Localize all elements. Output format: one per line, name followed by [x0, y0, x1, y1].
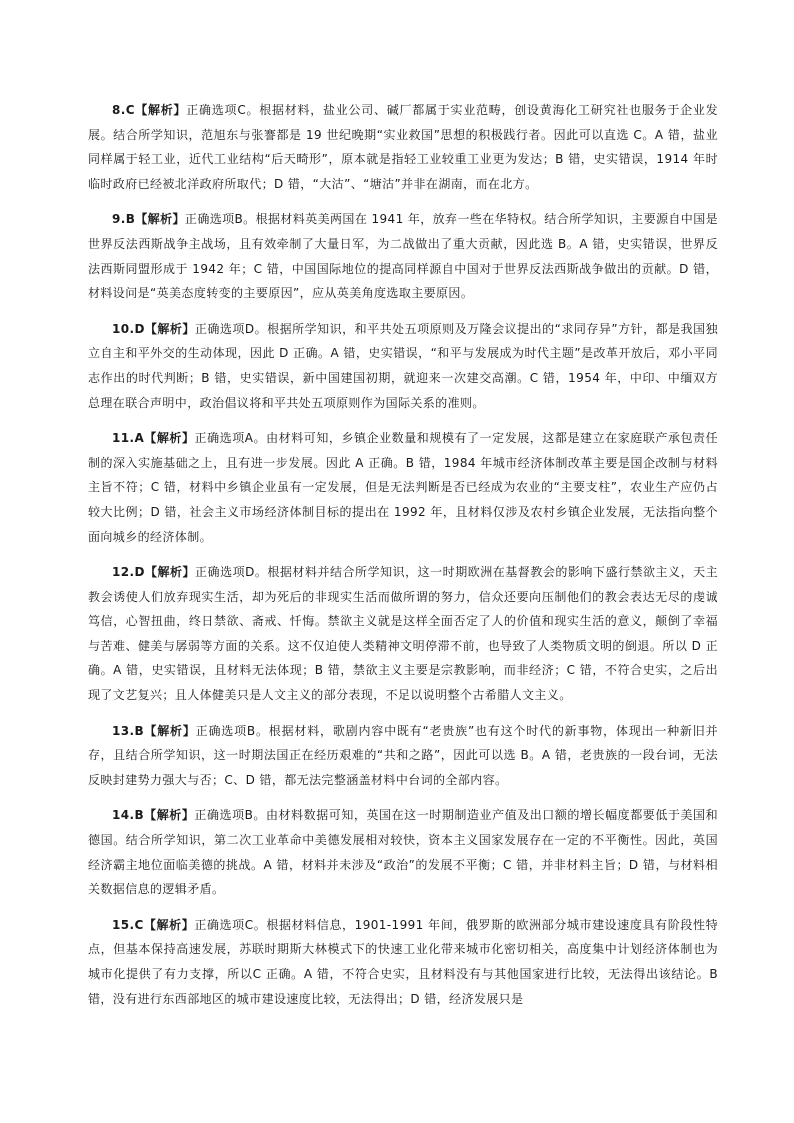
answer-item-13 [88, 719, 718, 793]
answer-item-10 [88, 317, 718, 415]
item-text: 正确选项D。根据材料并结合所学知识，这一时期欧洲在基督教会的影响下盛行禁欲主义，天主教会诱使人们放弃现实生活，却为死后的非现实生活而做所谓的努力，信众还要向压制他们的教会表达无尽的虔诚笃信，心智扭曲，终日禁欲、斋戒、忏悔。禁欲主义就是这样全面否定了人的价值和现实生活的意义，颠倒了幸福与苦难、健美与孱弱等方面的关系。这不仅迫使人类精神文明停滞不前，也导致了人类物质文明的倒退。所以 D 正确。A 错，史实错误，且材料无法体现；B 错，禁欲主义主要是宗教影响，而非经济；C 错，不符合史实，之后出现了文艺复兴；且人体健美只是人文主义的部分表现，不足以说明整个古希腊人文主义。 [88, 565, 719, 703]
answer-explanations [88, 98, 718, 1022]
item-heading: 14.B【解析】 [112, 808, 195, 823]
item-text: 正确选项C。根据材料信息，1901-1991 年间，俄罗斯的欧洲部分城市建设速度具有阶段性特点，但基本保持高速发展，苏联时期斯大林模式下的快速工业化带来城市化密切相关，高度集中计划经济体制也为城市化提供了有力支撑，所以C 正确。A 错，不符合史实，且材料没有与其他国家进行比较，无法得出该结论。B 错，没有进行东西部地区的城市建设速度比较，无法得出；D 错，经济发展只是 [88, 917, 718, 1006]
item-heading: 11.A【解析】 [112, 431, 195, 446]
item-text: 正确选项B。由材料数据可知，英国在这一时期制造业产值及出口额的增长幅度都要低于美国和德国。结合所学知识，第二次工业革命中美德发展相对较快，资本主义国家发展存在一定的不平衡性。因此，英国经济霸主地位面临美德的挑战。A 错，材料并未涉及“政治”的发展不平衡；C 错，并非材料主旨；D 错，与材料相关数据信息的逻辑矛盾。 [88, 808, 718, 897]
answer-item-11 [88, 426, 718, 549]
answer-item-9 [88, 207, 718, 305]
item-heading: 9.B【解析】 [112, 212, 185, 227]
item-heading: 15.C【解析】 [112, 917, 195, 932]
answer-item-12 [88, 560, 718, 708]
item-heading: 13.B【解析】 [112, 723, 196, 738]
answer-item-15 [88, 913, 718, 1011]
answer-item-8 [88, 98, 718, 196]
item-text: 正确选项B。根据材料，歌剧内容中既有“老贵族”也有这个时代的新事物，体现出一种新旧并存，且结合所学知识，这一时期法国正在经历艰难的“共和之路”，因此可以选 B。A 错，老贵族的一段台词，无法反映封建势力强大与否；C、D 错，都无法完整涵盖材料中台词的全部内容。 [88, 723, 718, 787]
item-text: 正确选项C。根据材料，盐业公司、碱厂都属于实业范畴，创设黄海化工研究社也服务于企业发展。结合所学知识，范旭东与张謇都是 19 世纪晚期“实业救国”思想的积极践行者。因此可以直选 C。A 错，盐业同样属于轻工业，近代工业结构“后天畸形”，原本就是指轻工业较重工业更为发达；B 错，史实错误，1914 年时临时政府已经被北洋政府所取代；D 错，“大沽”、“塘沽”并非在湖南，而在北方。 [88, 103, 719, 191]
item-heading: 12.D【解析】 [112, 565, 196, 580]
item-text: 正确选项D。根据所学知识，和平共处五项原则及万隆会议提出的“求同存异”方针，都是我国独立自主和平外交的生动体现，因此 D 正确。A 错，史实错误，“和平与发展成为时代主题”是改革开放后，邓小平同志作出的时代判断；B 错，史实错误，新中国建国初期，就迎来一次建交高潮。C 错，1954 年，中印、中缅双方总理在联合声明中，政治倡议将和平共处五项原则作为国际关系的准则。 [88, 321, 718, 410]
item-heading: 8.C【解析】 [112, 103, 187, 117]
item-text: 正确选项A。由材料可知，乡镇企业数量和规模有了一定发展，这都是建立在家庭联产承包责任制的深入实施基础之上，且有进一步发展。因此 A 正确。B 错，1984 年城市经济体制改革主要是国企改制与材料主旨不符；C 错，材料中乡镇企业虽有一定发展，但是无法判断是否已经成为农业的“主要支柱”，农业生产应仍占较大比例；D 错，社会主义市场经济体制目标的提出在 1992 年，且材料仅涉及农村乡镇企业发展，无法指向整个面向城乡的经济体制。 [88, 431, 719, 544]
item-heading: 10.D【解析】 [112, 321, 195, 336]
answer-item-14 [88, 803, 718, 901]
item-text: 正确选项B。根据材料英美两国在 1941 年，放弃一些在华特权。结合所学知识，主要源自中国是世界反法西斯战争主战场，且有效牵制了大量日军，为二战做出了重大贡献，因此选 B。A 错，史实错误，世界反法西斯同盟形成于 1942 年；C 错，中国国际地位的提高同样源自中国对于世界反法西斯战争做出的贡献。D 错，材料设问是“英美态度转变的主要原因”，应从英美角度选取主要原因。 [88, 212, 719, 301]
